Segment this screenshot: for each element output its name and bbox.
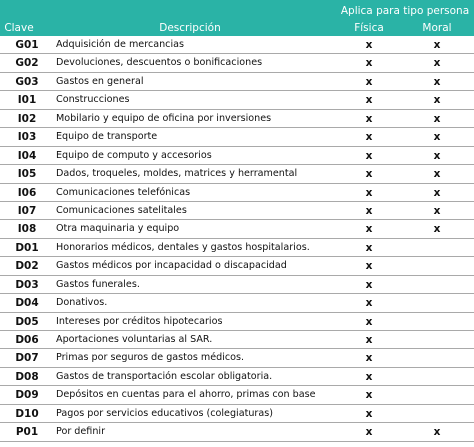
descripcion-cell: Intereses por créditos hipotecarios: [56, 315, 223, 327]
clave-cell: D04: [15, 297, 39, 310]
descripcion-cell: Primas por seguros de gastos médicos.: [56, 352, 245, 364]
table-row: [0, 110, 474, 128]
moral-mark: [426, 276, 448, 294]
fisica-mark: x: [365, 389, 373, 402]
clave-cell: D02: [15, 260, 39, 273]
table-row: [0, 368, 474, 386]
table-row: [0, 423, 474, 441]
fisica-mark: x: [365, 352, 373, 365]
clave-cell: D01: [15, 241, 39, 254]
fisica-mark: x: [365, 370, 373, 383]
descripcion-cell: Comunicaciones satelitales: [56, 204, 187, 216]
clave-cell: D05: [15, 315, 39, 328]
fisica-mark: x: [365, 149, 373, 162]
fisica-mark: x: [365, 426, 373, 439]
descripcion-cell: Mobilario y equipo de oficina por inversiones: [56, 112, 272, 124]
table-row: [0, 239, 474, 257]
fisica-mark: x: [365, 297, 373, 310]
clave-cell: D10: [15, 407, 39, 420]
table-row: [0, 386, 474, 404]
clave-cell: G02: [15, 57, 39, 70]
moral-mark: x: [433, 168, 441, 181]
descripcion-cell: Pagos por servicios educativos (colegiaturas): [56, 407, 273, 419]
fisica-mark: x: [365, 57, 373, 70]
moral-mark: [426, 349, 448, 367]
table-row: [0, 165, 474, 183]
moral-mark: [426, 294, 448, 312]
clave-cell: I07: [17, 204, 37, 217]
descripcion-cell: Gastos en general: [56, 75, 144, 87]
fisica-mark: x: [365, 334, 373, 346]
table-row: [0, 36, 474, 54]
moral-mark: x: [433, 426, 441, 439]
moral-mark: x: [433, 223, 441, 236]
moral-mark: [426, 331, 448, 349]
moral-mark: x: [433, 131, 441, 144]
moral-mark: x: [433, 39, 441, 51]
fisica-mark: x: [365, 241, 373, 254]
table-row: [0, 91, 474, 109]
fisica-mark: x: [365, 131, 373, 144]
moral-mark: x: [433, 75, 441, 88]
moral-mark: [426, 239, 448, 257]
fisica-mark: x: [365, 186, 373, 199]
fisica-mark: x: [365, 223, 373, 236]
clave-cell: I06: [17, 186, 37, 199]
fisica-mark: x: [365, 204, 373, 217]
fisica-mark: x: [365, 39, 373, 51]
moral-mark: x: [433, 94, 441, 107]
moral-mark: x: [433, 186, 441, 199]
descripcion-cell: Gastos funerales.: [56, 278, 140, 290]
descripcion-cell: Honorarios médicos, dentales y gastos hospitalarios.: [56, 241, 310, 253]
fisica-column-header: Física: [354, 22, 384, 34]
descripcion-cell: Otra maquinaria y equipo: [56, 223, 180, 235]
fisica-mark: x: [365, 75, 373, 88]
fisica-mark: x: [365, 407, 373, 420]
clave-cell: G01: [15, 39, 39, 51]
descripcion-cell: Equipo de transporte: [56, 131, 158, 143]
moral-mark: x: [433, 149, 441, 162]
moral-mark: x: [433, 57, 441, 70]
moral-mark: [426, 405, 448, 423]
table-row: [0, 313, 474, 331]
descripcion-cell: Gastos de transportación escolar obligatoria.: [56, 370, 273, 382]
table-row: [0, 73, 474, 91]
fisica-mark: x: [365, 94, 373, 107]
table-row: [0, 294, 474, 312]
descripcion-cell: Comunicaciones telefónicas: [56, 186, 191, 198]
descripcion-cell: Construcciones: [56, 94, 130, 106]
fisica-mark: x: [365, 168, 373, 181]
moral-column-header: Moral: [422, 22, 452, 34]
table-row: [0, 220, 474, 238]
moral-mark: [426, 386, 448, 404]
descripcion-cell: Equipo de computo y accesorios: [56, 149, 212, 161]
clave-cell: I04: [17, 149, 37, 162]
descripcion-cell: Gastos médicos por incapacidad o discapacidad: [56, 260, 287, 272]
moral-mark: x: [433, 112, 441, 125]
clave-cell: G03: [15, 75, 39, 88]
clave-cell: I08: [17, 223, 37, 236]
moral-mark: [426, 257, 448, 275]
table-row: [0, 276, 474, 294]
clave-cell: I03: [17, 131, 37, 144]
table-row: [0, 147, 474, 165]
descripcion-cell: Devoluciones, descuentos o bonificaciones: [56, 57, 263, 69]
clave-cell: D09: [15, 389, 39, 402]
table-row: [0, 202, 474, 220]
clave-cell: D08: [15, 370, 39, 383]
descripcion-column-header: Descripción: [159, 22, 221, 34]
fisica-mark: x: [365, 278, 373, 291]
table-row: [0, 257, 474, 275]
clave-cell: D07: [15, 352, 39, 365]
fisica-mark: x: [365, 315, 373, 328]
table-row: [0, 405, 474, 423]
descripcion-cell: Depósitos en cuentas para el ahorro, primas con base: [56, 389, 316, 401]
clave-cell: I02: [17, 112, 37, 125]
table-row: [0, 54, 474, 72]
moral-mark: [426, 313, 448, 331]
moral-mark: [426, 368, 448, 386]
fisica-mark: x: [365, 112, 373, 125]
table-header: [0, 0, 474, 36]
table-row: [0, 331, 474, 349]
moral-mark: x: [433, 204, 441, 217]
clave-column-header: Clave: [4, 22, 34, 34]
table-row: [0, 128, 474, 146]
descripcion-cell: Por definir: [56, 426, 106, 438]
clave-cell: D06: [15, 334, 39, 346]
table-body: [0, 36, 474, 442]
descripcion-cell: Dados, troqueles, moldes, matrices y herramental: [56, 168, 298, 180]
clave-cell: D03: [15, 278, 39, 291]
table-row: [0, 349, 474, 367]
clave-cell: P01: [15, 426, 39, 439]
descripcion-cell: Donativos.: [56, 297, 108, 309]
clave-cell: I05: [17, 168, 37, 181]
applies-to-header: Aplica para tipo persona: [340, 5, 470, 17]
table-row: [0, 184, 474, 202]
fisica-mark: x: [365, 260, 373, 273]
descripcion-cell: Aportaciones voluntarias al SAR.: [56, 334, 213, 345]
descripcion-cell: Adquisición de mercancias: [56, 39, 184, 50]
clave-cell: I01: [17, 94, 37, 107]
